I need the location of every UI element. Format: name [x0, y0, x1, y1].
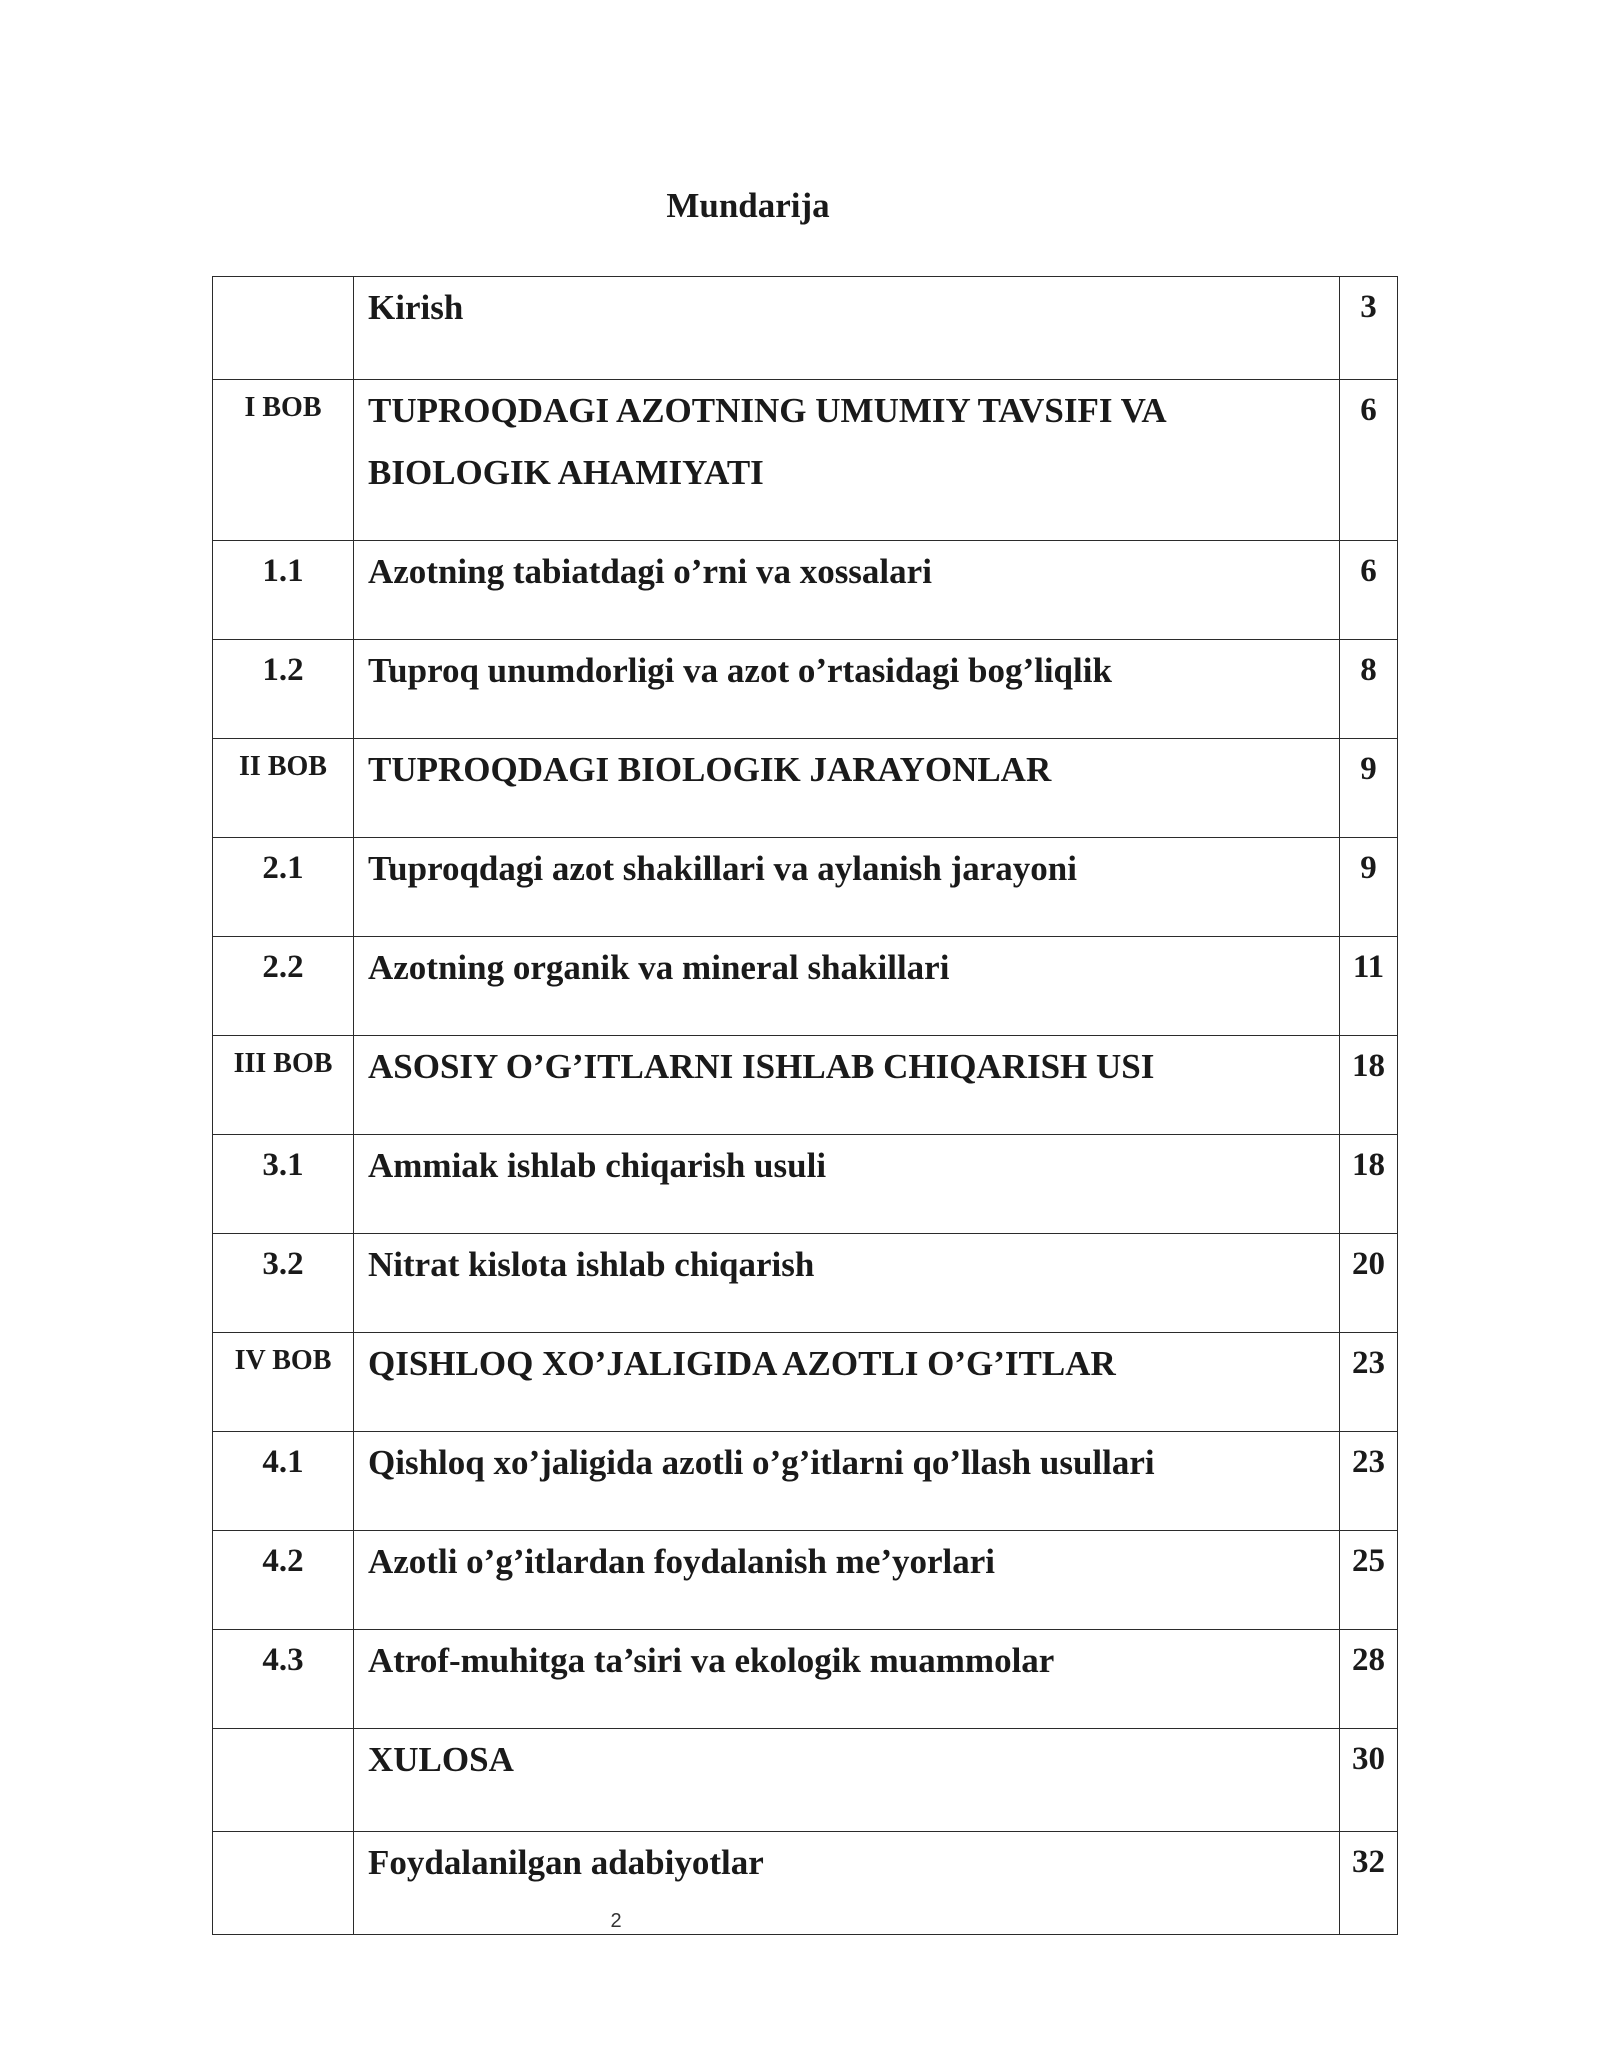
table-row [213, 1036, 1398, 1135]
toc-row-page: 3 [1340, 277, 1398, 380]
toc-row-number: 4.1 [213, 1432, 354, 1531]
toc-row-number: 3.2 [213, 1234, 354, 1333]
toc-row-page: 23 [1340, 1333, 1398, 1432]
toc-row-title: Tuproq unumdorligi va azot o’rtasidagi bog’liqlik [354, 640, 1340, 739]
table-row [213, 1432, 1398, 1531]
toc-row-title: ASOSIY O’G’ITLARNI ISHLAB CHIQARISH USI [354, 1036, 1340, 1135]
toc-row-number: 1.2 [213, 640, 354, 739]
table-row [213, 277, 1398, 380]
toc-row-number: 3.1 [213, 1135, 354, 1234]
table-row [213, 541, 1398, 640]
toc-row-title: Kirish [354, 277, 1340, 380]
toc-row-page: 28 [1340, 1630, 1398, 1729]
toc-row-page: 23 [1340, 1432, 1398, 1531]
table-row [213, 937, 1398, 1036]
toc-row-page: 11 [1340, 937, 1398, 1036]
table-row [213, 838, 1398, 937]
toc-row-number: II BOB [213, 739, 354, 838]
toc-row-page: 18 [1340, 1135, 1398, 1234]
table-row [213, 1234, 1398, 1333]
toc-row-title: Tuproqdagi azot shakillari va aylanish jarayoni [354, 838, 1340, 937]
table-row [213, 1630, 1398, 1729]
toc-row-title: TUPROQDAGI BIOLOGIK JARAYONLAR [354, 739, 1340, 838]
table-row [213, 739, 1398, 838]
toc-row-title: Nitrat kislota ishlab chiqarish [354, 1234, 1340, 1333]
toc-row-page: 32 [1340, 1832, 1398, 1935]
table-row [213, 1531, 1398, 1630]
toc-row-number [213, 1729, 354, 1832]
toc-row-title: Qishloq xo’jaligida azotli o’g’itlarni qo’llash usullari [354, 1432, 1340, 1531]
toc-row-page: 8 [1340, 640, 1398, 739]
page-number: 2 [610, 1910, 622, 1932]
table-row [213, 640, 1398, 739]
toc-row-page: 30 [1340, 1729, 1398, 1832]
toc-row-title: Foydalanilgan adabiyotlar [354, 1832, 1340, 1935]
toc-row-number: 2.2 [213, 937, 354, 1036]
toc-row-page: 9 [1340, 838, 1398, 937]
toc-row-page: 6 [1340, 380, 1398, 541]
toc-row-number [213, 277, 354, 380]
page-title: Mundarija [666, 186, 830, 225]
toc-row-page: 9 [1340, 739, 1398, 838]
toc-row-page: 25 [1340, 1531, 1398, 1630]
toc-row-title: Azotning organik va mineral shakillari [354, 937, 1340, 1036]
table-row [213, 380, 1398, 541]
toc-row-number: I BOB [213, 380, 354, 541]
toc-row-page: 6 [1340, 541, 1398, 640]
toc-row-title: Azotning tabiatdagi o’rni va xossalari [354, 541, 1340, 640]
toc-row-number: III BOB [213, 1036, 354, 1135]
toc-row-page: 20 [1340, 1234, 1398, 1333]
table-of-contents [212, 276, 1398, 1935]
toc-row-page: 18 [1340, 1036, 1398, 1135]
toc-row-number: 4.2 [213, 1531, 354, 1630]
toc-row-title: Atrof-muhitga ta’siri va ekologik muammolar [354, 1630, 1340, 1729]
table-row [213, 1333, 1398, 1432]
table-row [213, 1729, 1398, 1832]
toc-row-number: 2.1 [213, 838, 354, 937]
toc-row-title: Azotli o’g’itlardan foydalanish me’yorlari [354, 1531, 1340, 1630]
toc-row-title: QISHLOQ XO’JALIGIDA AZOTLI O’G’ITLAR [354, 1333, 1340, 1432]
toc-row-number: 1.1 [213, 541, 354, 640]
toc-row-title: TUPROQDAGI AZOTNING UMUMIY TAVSIFI VA BIOLOGIK AHAMIYATI [354, 380, 1340, 541]
toc-row-title: XULOSA [354, 1729, 1340, 1832]
table-row [213, 1135, 1398, 1234]
toc-row-number: IV BOB [213, 1333, 354, 1432]
toc-row-title: Ammiak ishlab chiqarish usuli [354, 1135, 1340, 1234]
toc-row-number: 4.3 [213, 1630, 354, 1729]
